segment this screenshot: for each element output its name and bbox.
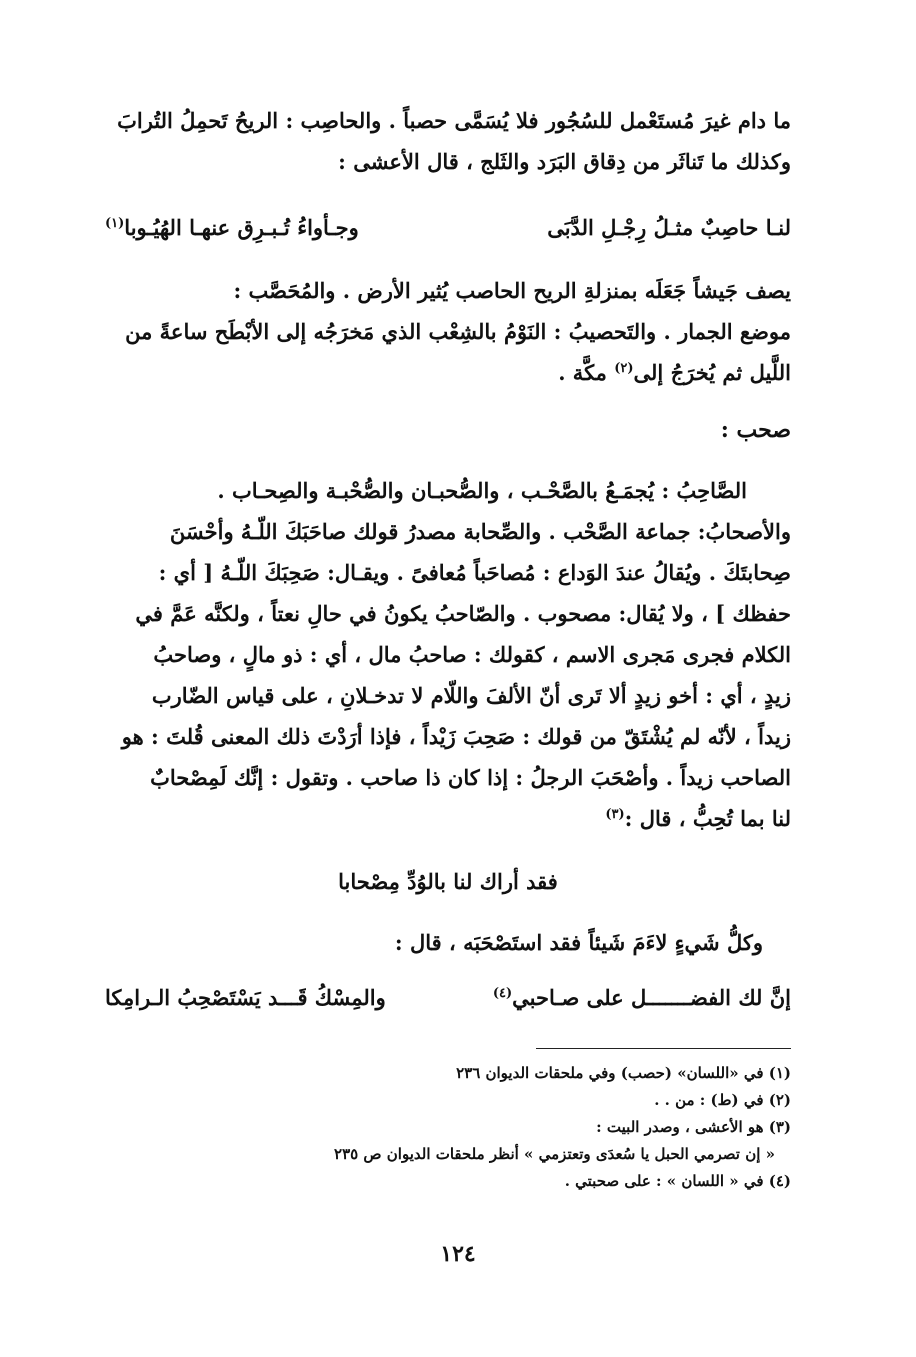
footnote-ref-2: (٢) [614, 361, 634, 376]
text-line: وكلُّ شَيءٍ لاءَمَ شَيئاً فقد استَصْحَبَه ، قال : [394, 930, 763, 955]
text-line [105, 798, 791, 839]
footnote-ref-1: (١) [105, 216, 125, 231]
footnotes [105, 1060, 791, 1195]
paragraph-istashab [105, 922, 791, 963]
text-line [105, 352, 791, 393]
text-line: حفظك ] ، ولا يُقال: مصحوب . والصّاحبُ يكونُ في حالِ نعتاً ، ولكنَّه عَمَّ في [135, 601, 791, 626]
footnote: (٣) هو الأعشى ، وصدر البيت : [596, 1118, 791, 1136]
text-line: موضع الجمار . والتَحصيبُ : النَوْمُ بالشِعْب الذي مَخرَجُه إلى الأبْطَح ساعةً من [125, 319, 791, 344]
verse-first-hemistich [493, 978, 791, 1018]
text-line: والأصحابُ: جماعة الصَّحْب . والصِّحابة مصدرُ قولك صاحَبَكَ اللّـهُ وأحْسَنَ [169, 519, 791, 544]
verse-first-hemistich: لنـا حاصِبٌ مثـلُ رِجْـلِ الدَّبَى [547, 215, 791, 240]
verse-second-text: وجـأواءُ تُـبـرِق عنهـا الهُيُـوبا [124, 215, 359, 240]
verse-second-hemistich: والمِسْكُ قَـــد يَسْتَصْحِبُ الـرامِكا [105, 985, 386, 1010]
text-fragment: مكَّة . [558, 360, 607, 385]
page-number: ١٢٤ [440, 1241, 476, 1267]
verse-aasha [105, 208, 791, 248]
paragraph-hasib [105, 100, 791, 182]
text-line: الصاحب زيداً . وأصْحَبَ الرجلُ : إذا كان ذا صاحب . وتقول : إنَّك لَمِصْحابٌ [150, 765, 791, 790]
verse-first-text: إنَّ لك الفضـــــــل على صـاحبي [512, 985, 791, 1010]
paragraph-muhassab [105, 270, 791, 393]
footnote: (١) في «اللسان» (حصب) وفي ملحقات الديوان ٢٣٦ [456, 1064, 791, 1082]
paragraph-sahib [105, 470, 791, 839]
footnote-ref-4: (٤) [492, 986, 513, 1001]
text-line: وكذلك ما تَناثَر من دِقاق البَرَد والثَلج ، قال الأعشى : [338, 149, 791, 174]
text-line: ما دام غيرَ مُستَعْمل للسُجُور فلا يُسَمَّى حصباً . والحاصِب : الريحُ تَحمِلُ التُرابَ [117, 108, 791, 133]
verse-ramik [105, 978, 791, 1018]
text-line: الكلام فجرى مَجرى الاسم ، كقولك : صاحبُ مال ، أي : ذو مالٍ ، وصاحبُ [153, 642, 791, 667]
footnote: « إن تصرمي الحبل يا سُعدَى وتعتزمي » أنظر ملحقات الديوان ص ٢٣٥ [334, 1145, 775, 1163]
footnote-ref-3: (٣) [605, 807, 625, 822]
entry-heading: صحب : [720, 417, 791, 443]
text-line: صِحابتَكَ . ويُقالُ عندَ الوَداع : مُصاحَباً مُعافىً . ويقـال: صَحِبَكَ اللّـهُ [ أي : [158, 560, 791, 585]
footnote: (٢) في (ط) : من . . [654, 1091, 791, 1109]
text-line: يصف جَيشاً جَعَلَه بمنزلةِ الريح الحاصب يُثير الأرض . والمُحَصَّب : [233, 278, 791, 303]
verse-second-hemistich [105, 208, 359, 248]
footnote-divider [536, 1048, 791, 1049]
text-line: زيداً ، لأنّه لم يُشْتَقّ من قولك : صَحِبَ زَيْداً ، فإذا أرَدْتَ ذلك المعنى قُلتَ : هو [121, 724, 791, 749]
text-fragment: لنا بما تُحِبُّ ، قال : [624, 806, 791, 831]
text-line: الصَّاحِبُ : يُجمَـعُ بالصَّحْـب ، والصُّحبـان والصُّحْبـة والصِحـاب . [217, 478, 747, 503]
text-line: زيدٍ ، أي : أخو زيدٍ ألا تَرى أنّ الألفَ واللّام لا تدخـلانِ ، على قياس الضّارب [151, 683, 791, 708]
text-fragment: اللَّيل ثم يُخرَجُ إلى [633, 360, 791, 385]
footnote: (٤) في « اللسان » : على صحبتي . [564, 1172, 791, 1190]
verse-mishab: فقد أراك لنا بالوُدِّ مِصْحابا [338, 869, 558, 894]
